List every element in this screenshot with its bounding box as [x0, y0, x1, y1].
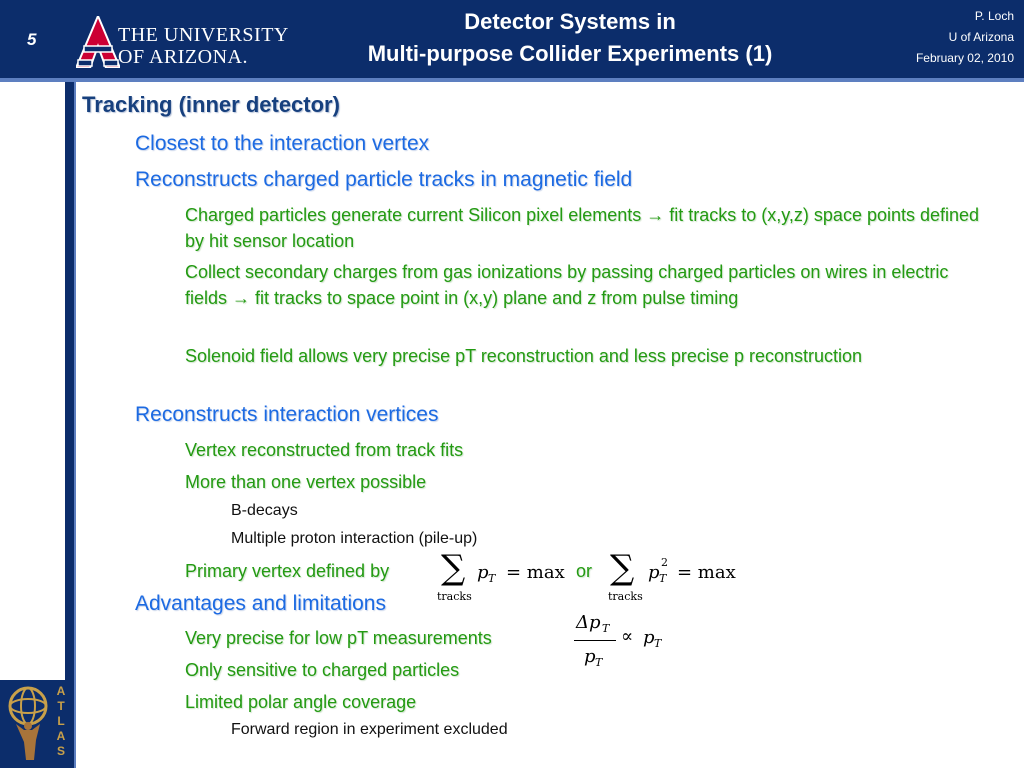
- affiliation: U of Arizona: [948, 30, 1014, 44]
- subbullet-silicon: Charged particles generate current Silicon pixel elements → fit tracks to (x,y,z) space points defined by hit sensor location: [185, 205, 980, 251]
- bullet-reconstructs-tracks: Reconstructs charged particle tracks in magnetic field: [135, 168, 633, 191]
- atlas-letters: ATLAS: [56, 684, 66, 758]
- subbullet-low-pt: Very precise for low pT measurements: [185, 628, 492, 648]
- subbullet-primary-vertex: Primary vertex defined by: [185, 561, 390, 581]
- subbullet-multiple-vertex: More than one vertex possible: [185, 472, 427, 492]
- proportional-symbol: ∝: [621, 626, 634, 647]
- university-line2: OF ARIZONA.: [118, 46, 248, 68]
- frac-rhs-sub: T: [654, 637, 662, 650]
- frac-rhs: p: [643, 627, 655, 648]
- subbullet-polar-angle: Limited polar angle coverage: [185, 692, 417, 712]
- item-forward-region: Forward region in experiment excluded: [231, 721, 508, 738]
- f2-rhs: = max: [677, 562, 736, 583]
- sum-tracks-2: tracks: [608, 590, 643, 603]
- sum-symbol-1: ∑: [441, 548, 466, 588]
- university-line1: THE UNIVERSITY: [118, 24, 289, 46]
- bullet-advantages: Advantages and limitations: [135, 592, 386, 615]
- sum-symbol-2: ∑: [610, 548, 635, 588]
- frac-denominator-sub: T: [595, 656, 603, 669]
- slide-number: 5: [27, 30, 37, 49]
- subbullet-solenoid: Solenoid field allows very precise pT reconstruction and less precise p reconstruction: [185, 346, 863, 366]
- subbullet-vertex-fits: Vertex reconstructed from track fits: [185, 440, 464, 460]
- f1-p: p: [477, 562, 489, 583]
- subbullet-charged-only: Only sensitive to charged particles: [185, 660, 460, 680]
- frac-denominator: p: [584, 646, 596, 667]
- or-label: or: [576, 561, 593, 581]
- heading-tracking: Tracking (inner detector): [82, 92, 340, 117]
- bullet-vertices: Reconstructs interaction vertices: [135, 403, 439, 426]
- title-line2: Multi-purpose Collider Experiments (1): [367, 41, 773, 66]
- f2-p: p: [648, 562, 660, 583]
- subbullet-gas: Collect secondary charges from gas ionizations by passing charged particles on wires in electric fields → fit tracks to space point in (x,y) plane and z from pulse timing: [185, 262, 949, 308]
- author: P. Loch: [974, 9, 1014, 23]
- fraction-bar: [574, 640, 616, 641]
- f1-rhs: = max: [506, 562, 565, 583]
- bullet-closest: Closest to the interaction vertex: [135, 132, 430, 155]
- frac-numerator-sub: T: [602, 622, 610, 635]
- f2-sub: T: [659, 572, 667, 585]
- f2-sup: 2: [661, 556, 668, 569]
- f1-sub: T: [488, 572, 496, 585]
- frac-numerator: Δp: [576, 612, 601, 633]
- item-b-decays: B-decays: [231, 502, 298, 519]
- item-pile-up: Multiple proton interaction (pile-up): [231, 530, 478, 547]
- sum-tracks-1: tracks: [437, 590, 472, 603]
- date: February 02, 2010: [915, 51, 1014, 65]
- title-line1: Detector Systems in: [464, 9, 676, 34]
